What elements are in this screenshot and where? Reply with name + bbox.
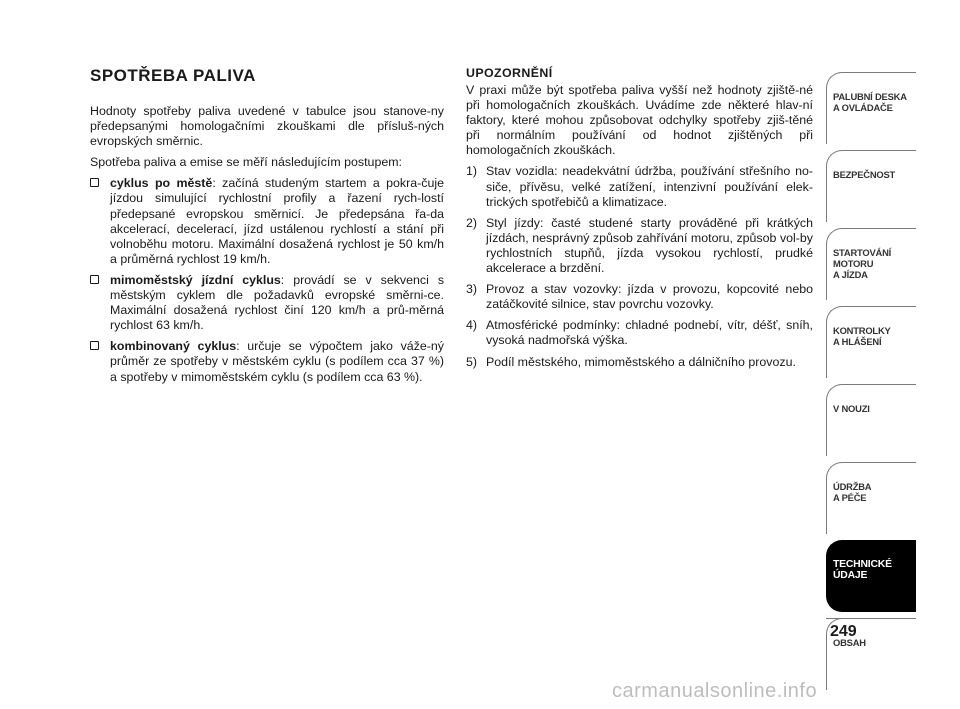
method-paragraph: Spotřeba paliva a emise se měří následujícím postupem: bbox=[90, 155, 402, 170]
bullet-combined-cycle bbox=[90, 339, 444, 384]
list-text: Styl jízdy: časté studené starty prováděné při krátkých jízdách, nesprávný způsob zahřívání motoru, způsob vol-by rychlostních stupňů, jízda vysokou rychlostí, prudké akcelerace a brzdění. bbox=[486, 215, 813, 276]
tab-divider bbox=[826, 618, 916, 619]
tab-dashboard-controls[interactable]: PALUBNÍ DESKA A OVLÁDAČE bbox=[826, 72, 916, 144]
section-title: SPOTŘEBA PALIVA bbox=[90, 66, 256, 85]
checkbox-bullet-icon bbox=[90, 178, 99, 187]
bullet-text: : provádí se v sekvenci s městským cyklem dle požadavků evropské směrni-ce. Maximální dosažená rychlost činí 120 km/h a prů-měrná rychlost 63 km/h. bbox=[110, 272, 445, 333]
bullet-term: mimoměstský jízdní cyklus bbox=[110, 272, 281, 287]
bullet-text: : určuje se výpočtem jako váže-ný průměr ze spotřeby v městském cyklu (s podílem cca 37 %) a spotřeby v mimoměstském cyklu (s podílem cca 63 %). bbox=[110, 339, 444, 384]
tab-technical-data[interactable]: TECHNICKÉ ÚDAJE bbox=[826, 540, 916, 612]
list-number: 2) bbox=[466, 215, 478, 230]
tab-warning-lights[interactable]: KONTROLKY A HLÁŠENÍ bbox=[826, 306, 916, 378]
warning-title: UPOZORNĚNÍ bbox=[466, 66, 553, 80]
warning-section bbox=[466, 66, 813, 376]
list-text: Atmosférické podmínky: chladné podnebí, vítr, déšť, sníh, vysoká nadmořská výška. bbox=[486, 318, 813, 348]
tab-maintenance[interactable]: ÚDRŽBA A PÉČE bbox=[826, 462, 916, 534]
bullet-text: : začíná studeným startem a pokra-čuje jízdou simulující rychlostní profily a řazení rych-lostí předepsané evropskou směrnicí. Je předepsána řa-da akcelerací, decelerací, jízd ustálenou rychlostí a stání při volnoběhu motoru. Maximální dosažená rychlost je 50 km/h a průměrná rychlost 19 km/h. bbox=[110, 176, 444, 266]
warning-paragraph: V praxi může být spotřeba paliva vyšší než hodnoty zjiště-né při homologačních zkouškách. Uvádíme zde některé hlav-ní faktory, které mohou způsobovat odchylky spotřeby zjiš-těné při normálním používání od hodnot zjištěných při homologačních zkouškách. bbox=[466, 83, 813, 158]
chapter-tabs bbox=[826, 72, 916, 696]
list-number: 1) bbox=[466, 164, 478, 179]
list-text: Stav vozidla: neadekvátní údržba, používání střešního no-siče, přívěsu, velké zatížení, intenzivní používání elek-trických spotřebičů a klimatizace. bbox=[486, 164, 813, 209]
list-item bbox=[466, 164, 813, 209]
list-text: Podíl městského, mimoměstského a dálničního provozu. bbox=[486, 354, 796, 369]
tab-safety[interactable]: BEZPEČNOST bbox=[826, 150, 916, 222]
list-item bbox=[466, 318, 813, 348]
list-item bbox=[466, 216, 813, 276]
checkbox-bullet-icon bbox=[90, 341, 99, 350]
list-item bbox=[466, 355, 813, 370]
bullet-urban-cycle bbox=[90, 176, 444, 267]
intro-paragraph: Hodnoty spotřeby paliva uvedené v tabulce jsou stanove-ny předepsanými homologačními zkouškami dle přísluš-ných evropských směrnic. bbox=[90, 104, 444, 149]
watermark: carmanualsonline.info bbox=[612, 680, 818, 702]
tab-emergency[interactable]: V NOUZI bbox=[826, 384, 916, 456]
list-number: 4) bbox=[466, 318, 478, 333]
fuel-consumption-section bbox=[90, 66, 444, 391]
bullet-term: kombinovaný cyklus bbox=[110, 339, 237, 354]
list-text: Provoz a stav vozovky: jízda v provozu, kopcovité nebo zatáčkovité silnice, stav povrchu vozovky. bbox=[486, 282, 813, 312]
list-item bbox=[466, 282, 813, 312]
page-number: 249 bbox=[830, 623, 857, 640]
bullet-term: cyklus po městě bbox=[110, 176, 213, 191]
tab-contents[interactable]: OBSAH bbox=[826, 618, 916, 690]
tab-starting-driving[interactable]: STARTOVÁNÍ MOTORU A JÍZDA bbox=[826, 228, 916, 300]
list-number: 5) bbox=[466, 354, 478, 369]
checkbox-bullet-icon bbox=[90, 275, 99, 284]
bullet-extra-urban-cycle bbox=[90, 273, 444, 333]
list-number: 3) bbox=[466, 282, 478, 297]
